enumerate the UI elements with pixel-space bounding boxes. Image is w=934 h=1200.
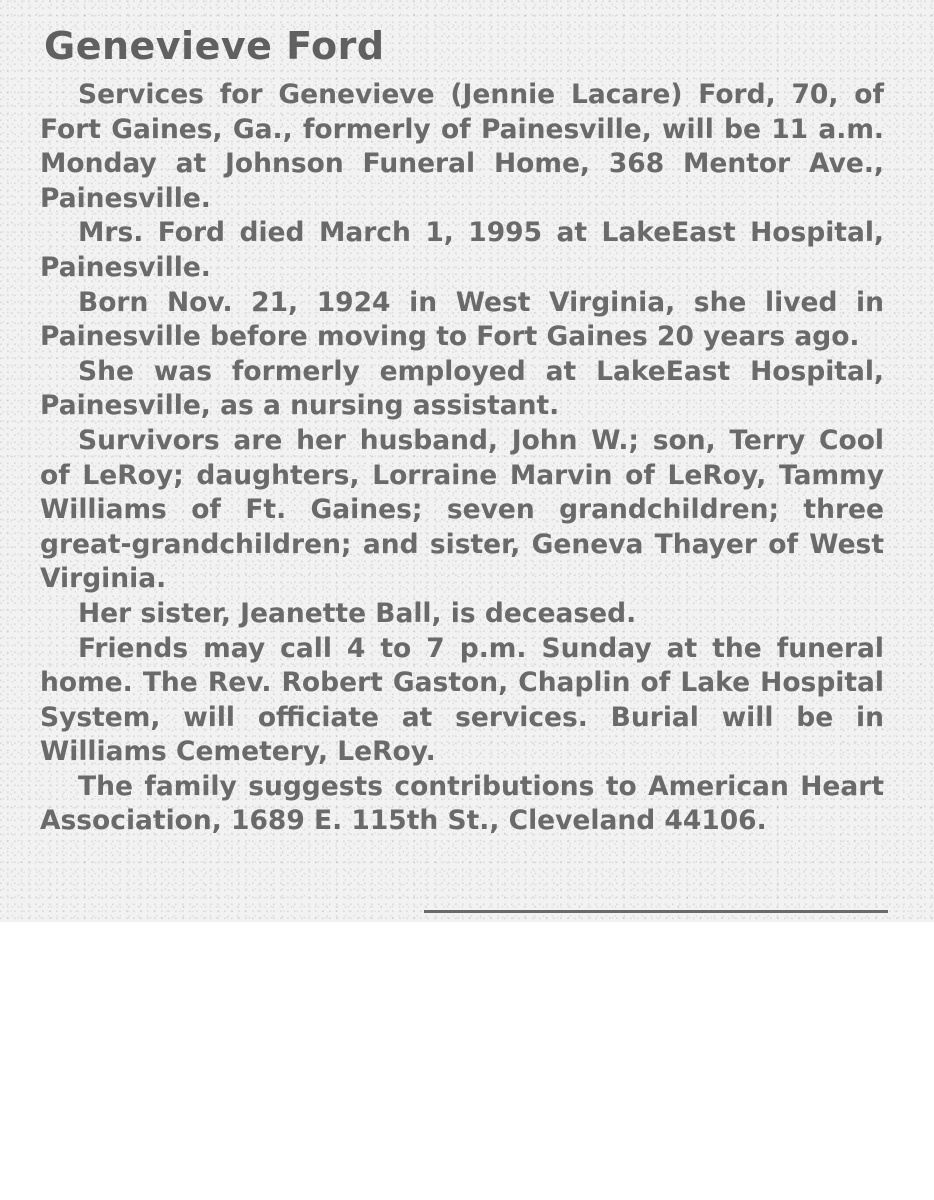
paragraph-sister: Her sister, Jeanette Ball, is deceased. [78,597,637,629]
paragraph-employment: She was formerly employed at LakeEast Hospital, Painesville, as a nursing assistant. [40,355,884,422]
paragraph-contributions: The family suggests contributions to American Heart Association, 1689 E. 115th St., Cleveland 44106. [40,770,884,837]
paragraph-survivors: Survivors are her husband, John W.; son, Terry Cool of LeRoy; daughters, Lorraine Marvin of LeRoy, Tammy Williams of Ft. Gaines; seven grandchildren; three great-grandchildren; and sister, Geneva Thayer of West Virginia. [40,424,884,595]
end-rule-divider [424,910,888,913]
paragraph-death: Mrs. Ford died March 1, 1995 at LakeEast Hospital, Painesville. [40,217,884,283]
obituary-body [40,78,884,839]
paragraph-services: Services for Genevieve (Jennie Lacare) Ford, 70, of Fort Gaines, Ga., formerly of Painesville, will be 11 a.m. Monday at Johnson Funeral Home, 368 Mentor Ave., Painesville. [40,79,884,214]
paragraph-birth: Born Nov. 21, 1924 in West Virginia, she lived in Painesville before moving to Fort Gaines 20 years ago. [40,286,884,353]
paragraph-calling-hours: Friends may call 4 to 7 p.m. Sunday at the funeral home. The Rev. Robert Gaston, Chaplin of Lake Hospital System, will officiate at services. Burial will be in Williams Cemetery, LeRoy. [40,632,884,768]
obituary-headline: Genevieve Ford [44,24,385,68]
